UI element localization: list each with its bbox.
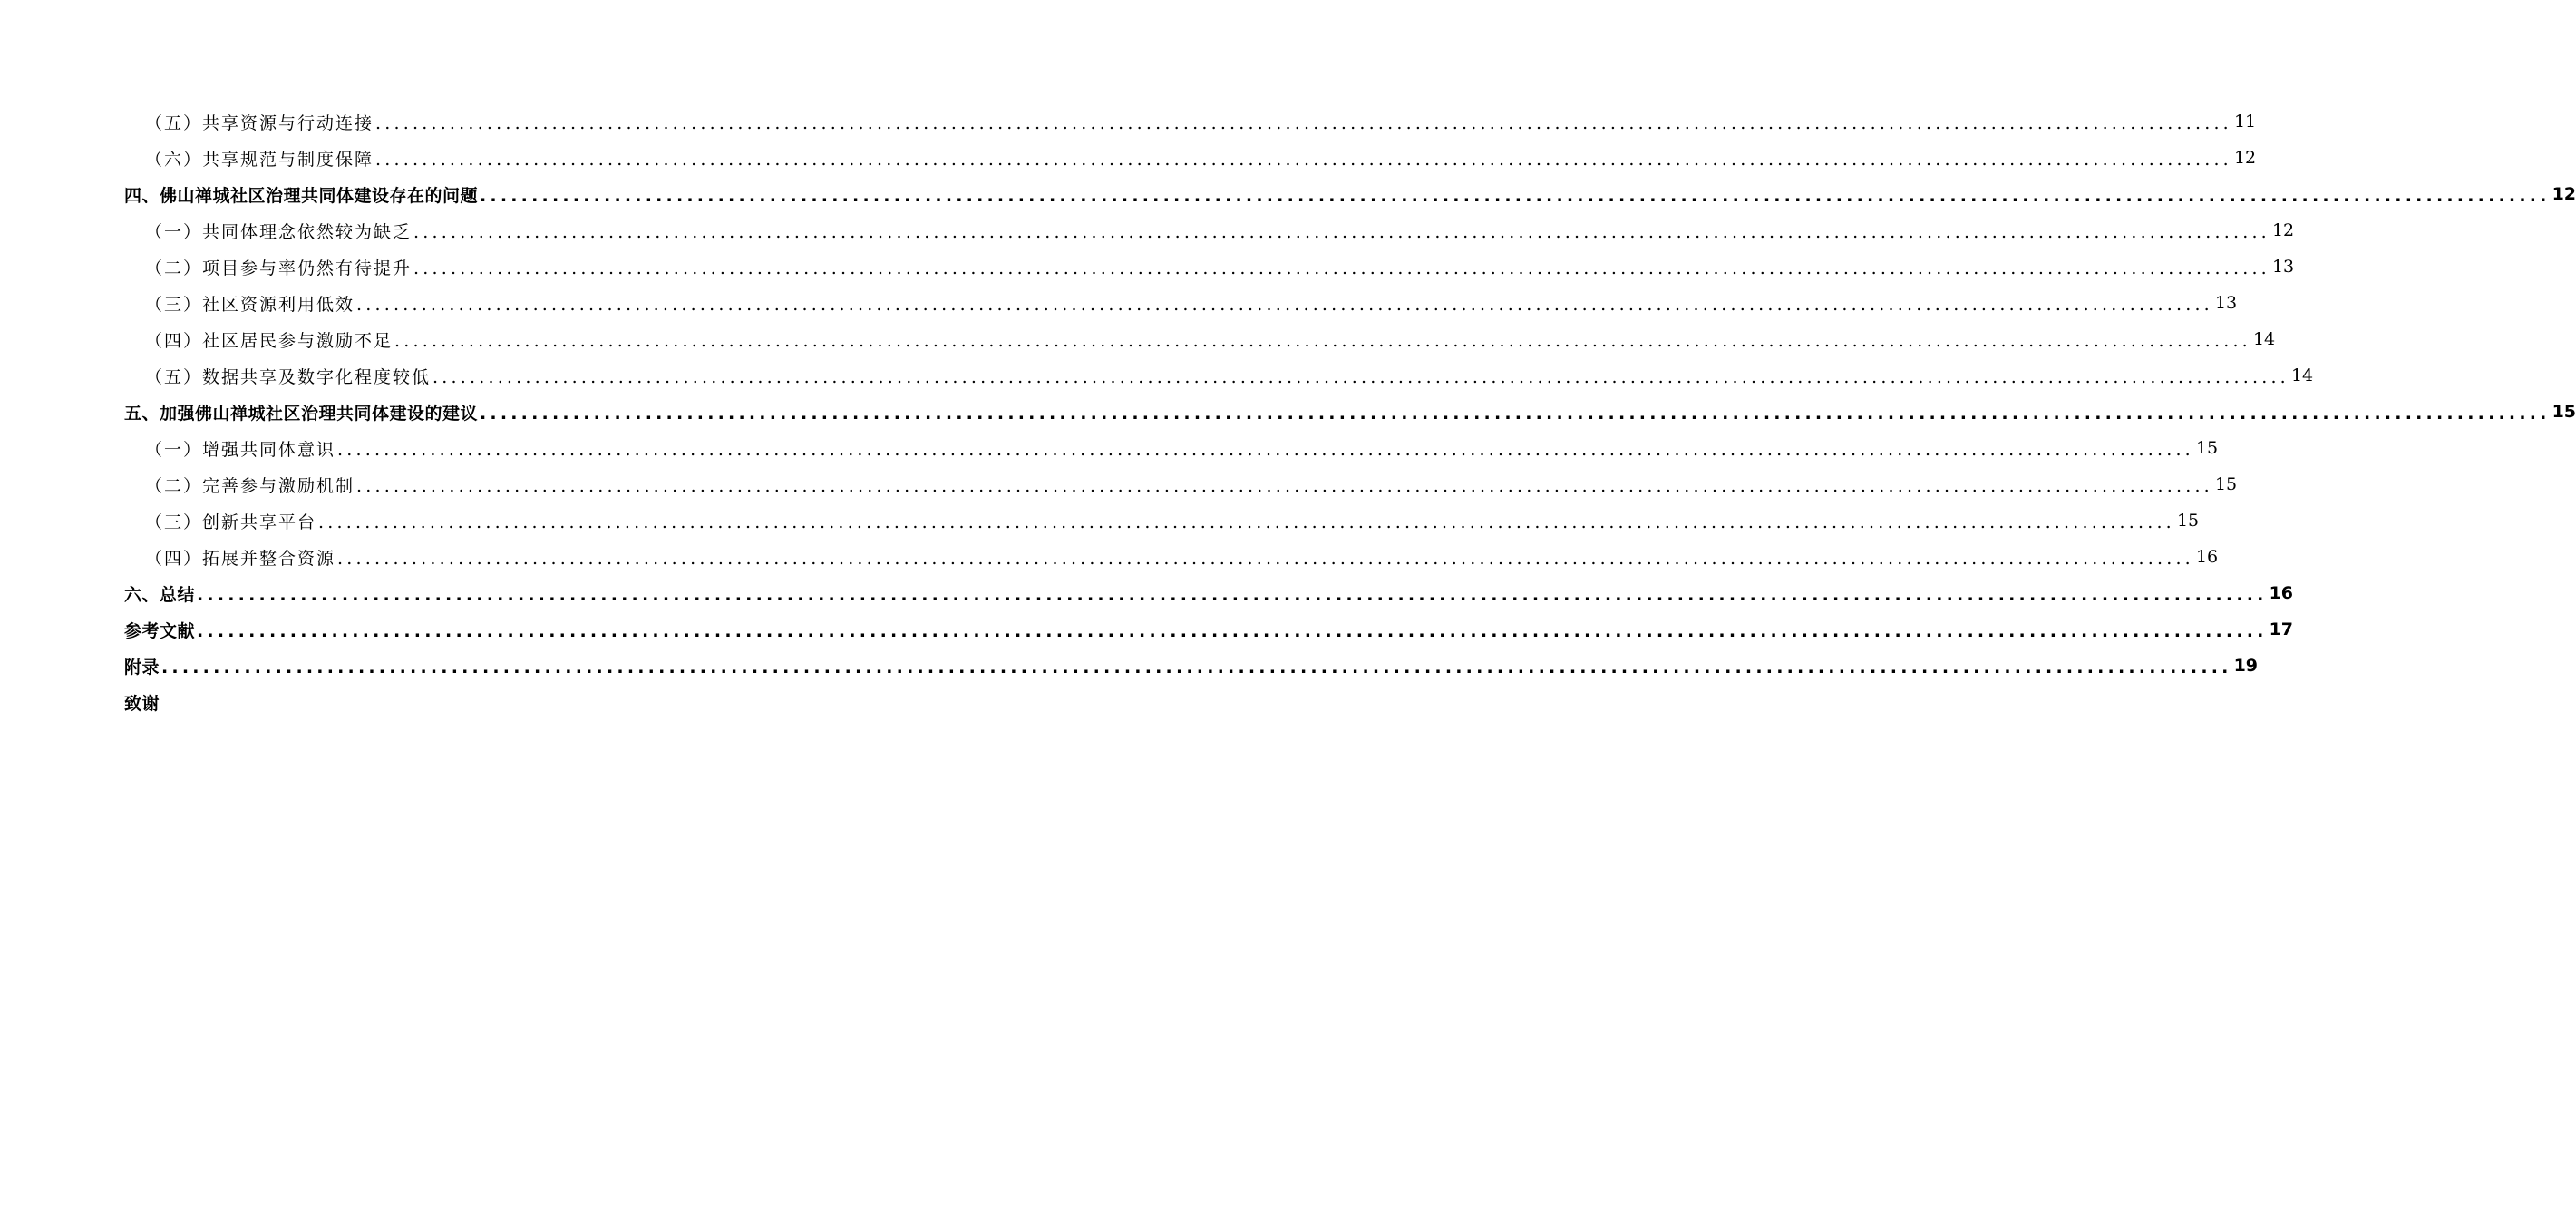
toc-entry-title: （一）共同体理念依然较为缺乏 (145, 221, 413, 242)
toc-entry[interactable] (0, 249, 2295, 285)
toc-entry-title: （五）共享资源与行动连接 (145, 112, 374, 133)
toc-entry-title: （二）项目参与率仍然有待提升 (145, 258, 413, 278)
toc-dot-leader: ........................................................................................................................................................................................................ (394, 330, 2251, 351)
toc-entry[interactable] (0, 212, 2295, 249)
toc-dot-leader: ........................................................................................................................................................................................................ (433, 366, 2289, 387)
toc-entry[interactable] (0, 502, 2200, 539)
toc-dot-leader: ........................................................................................................................................................................................................ (480, 403, 2551, 424)
toc-page-number: 12 (2552, 184, 2576, 204)
toc-entry[interactable] (0, 103, 2257, 140)
toc-entry-title: 附录 (124, 657, 160, 678)
toc-page-number: 11 (2233, 112, 2257, 132)
toc-page-number: 12 (2271, 220, 2295, 240)
toc-dot-leader: ........................................................................................................................................................................................................ (480, 185, 2551, 206)
toc-entry[interactable] (0, 357, 2314, 394)
toc-dot-leader: ........................................................................................................................................................................................................ (318, 512, 2175, 532)
toc-page-number: 15 (2195, 438, 2219, 458)
toc-entry-title: 五、加强佛山禅城社区治理共同体建设的建议 (124, 403, 479, 424)
toc-entry[interactable] (0, 321, 2276, 357)
toc-entry[interactable] (0, 611, 2294, 648)
toc-dot-leader: ........................................................................................................................................................................................................ (337, 439, 2194, 460)
toc-dot-leader: ........................................................................................................................................................................................................ (161, 657, 2232, 678)
toc-page-number: 17 (2269, 619, 2294, 639)
toc-entry-title: （四）社区居民参与激励不足 (145, 330, 394, 351)
toc-dot-leader: ........................................................................................................................................................................................................ (356, 294, 2213, 315)
toc-dot-leader: ........................................................................................................................................................................................................ (375, 149, 2232, 170)
toc-entry-title: （三）创新共享平台 (145, 512, 317, 532)
toc-dot-leader: ........................................................................................................................................................................................................ (197, 584, 2268, 605)
toc-entry[interactable] (0, 285, 2238, 321)
toc-page-number: 15 (2552, 402, 2576, 422)
toc-entry[interactable] (0, 430, 2219, 466)
toc-entry[interactable] (0, 575, 2294, 611)
toc-page-number: 16 (2269, 583, 2294, 603)
toc-entry[interactable] (0, 648, 2259, 684)
toc-entry[interactable] (0, 466, 2238, 502)
toc-entry-title: （四）拓展并整合资源 (145, 548, 336, 569)
toc-dot-leader: ........................................................................................................................................................................................................ (413, 258, 2270, 278)
toc-dot-leader: ........................................................................................................................................................................................................ (413, 221, 2270, 242)
toc-entry[interactable] (0, 539, 2219, 575)
toc-dot-leader: ........................................................................................................................................................................................................ (356, 475, 2213, 496)
toc-entry[interactable] (0, 684, 861, 720)
toc-page-number: 15 (2214, 474, 2238, 494)
toc-page-number: 13 (2271, 257, 2295, 277)
toc-dot-leader: ........................................................................................................................................................................................................ (375, 112, 2232, 133)
toc-dot-leader: ........................................................................................................................................................................................................ (337, 548, 2194, 569)
toc-entry-title: （二）完善参与激励机制 (145, 475, 355, 496)
toc-dot-leader: ........................................................................................................................................................................................................ (197, 620, 2268, 641)
toc-entry-title: 四、佛山禅城社区治理共同体建设存在的问题 (124, 185, 479, 206)
toc-page-number: 19 (2233, 656, 2259, 676)
toc-entry[interactable] (0, 176, 2576, 212)
toc-entry-title: 致谢 (124, 693, 160, 714)
toc-entry-title: 六、总结 (124, 584, 196, 605)
toc-entry-title: （五）数据共享及数字化程度较低 (145, 366, 432, 387)
toc-page-number: 14 (2252, 329, 2276, 349)
toc-page-number: 12 (2233, 148, 2257, 168)
toc-entry-title: （一）增强共同体意识 (145, 439, 336, 460)
toc-entry-title: （六）共享规范与制度保障 (145, 149, 374, 170)
table-of-contents (0, 103, 2576, 720)
toc-entry[interactable] (0, 140, 2257, 176)
toc-entry-title: （三）社区资源利用低效 (145, 294, 355, 315)
toc-page-number: 16 (2195, 547, 2219, 567)
toc-page-number: 15 (2176, 511, 2200, 531)
toc-entry[interactable] (0, 394, 2576, 430)
toc-entry-title: 参考文献 (124, 620, 196, 641)
toc-page-number: 14 (2290, 366, 2314, 385)
toc-page-number: 13 (2214, 293, 2238, 313)
